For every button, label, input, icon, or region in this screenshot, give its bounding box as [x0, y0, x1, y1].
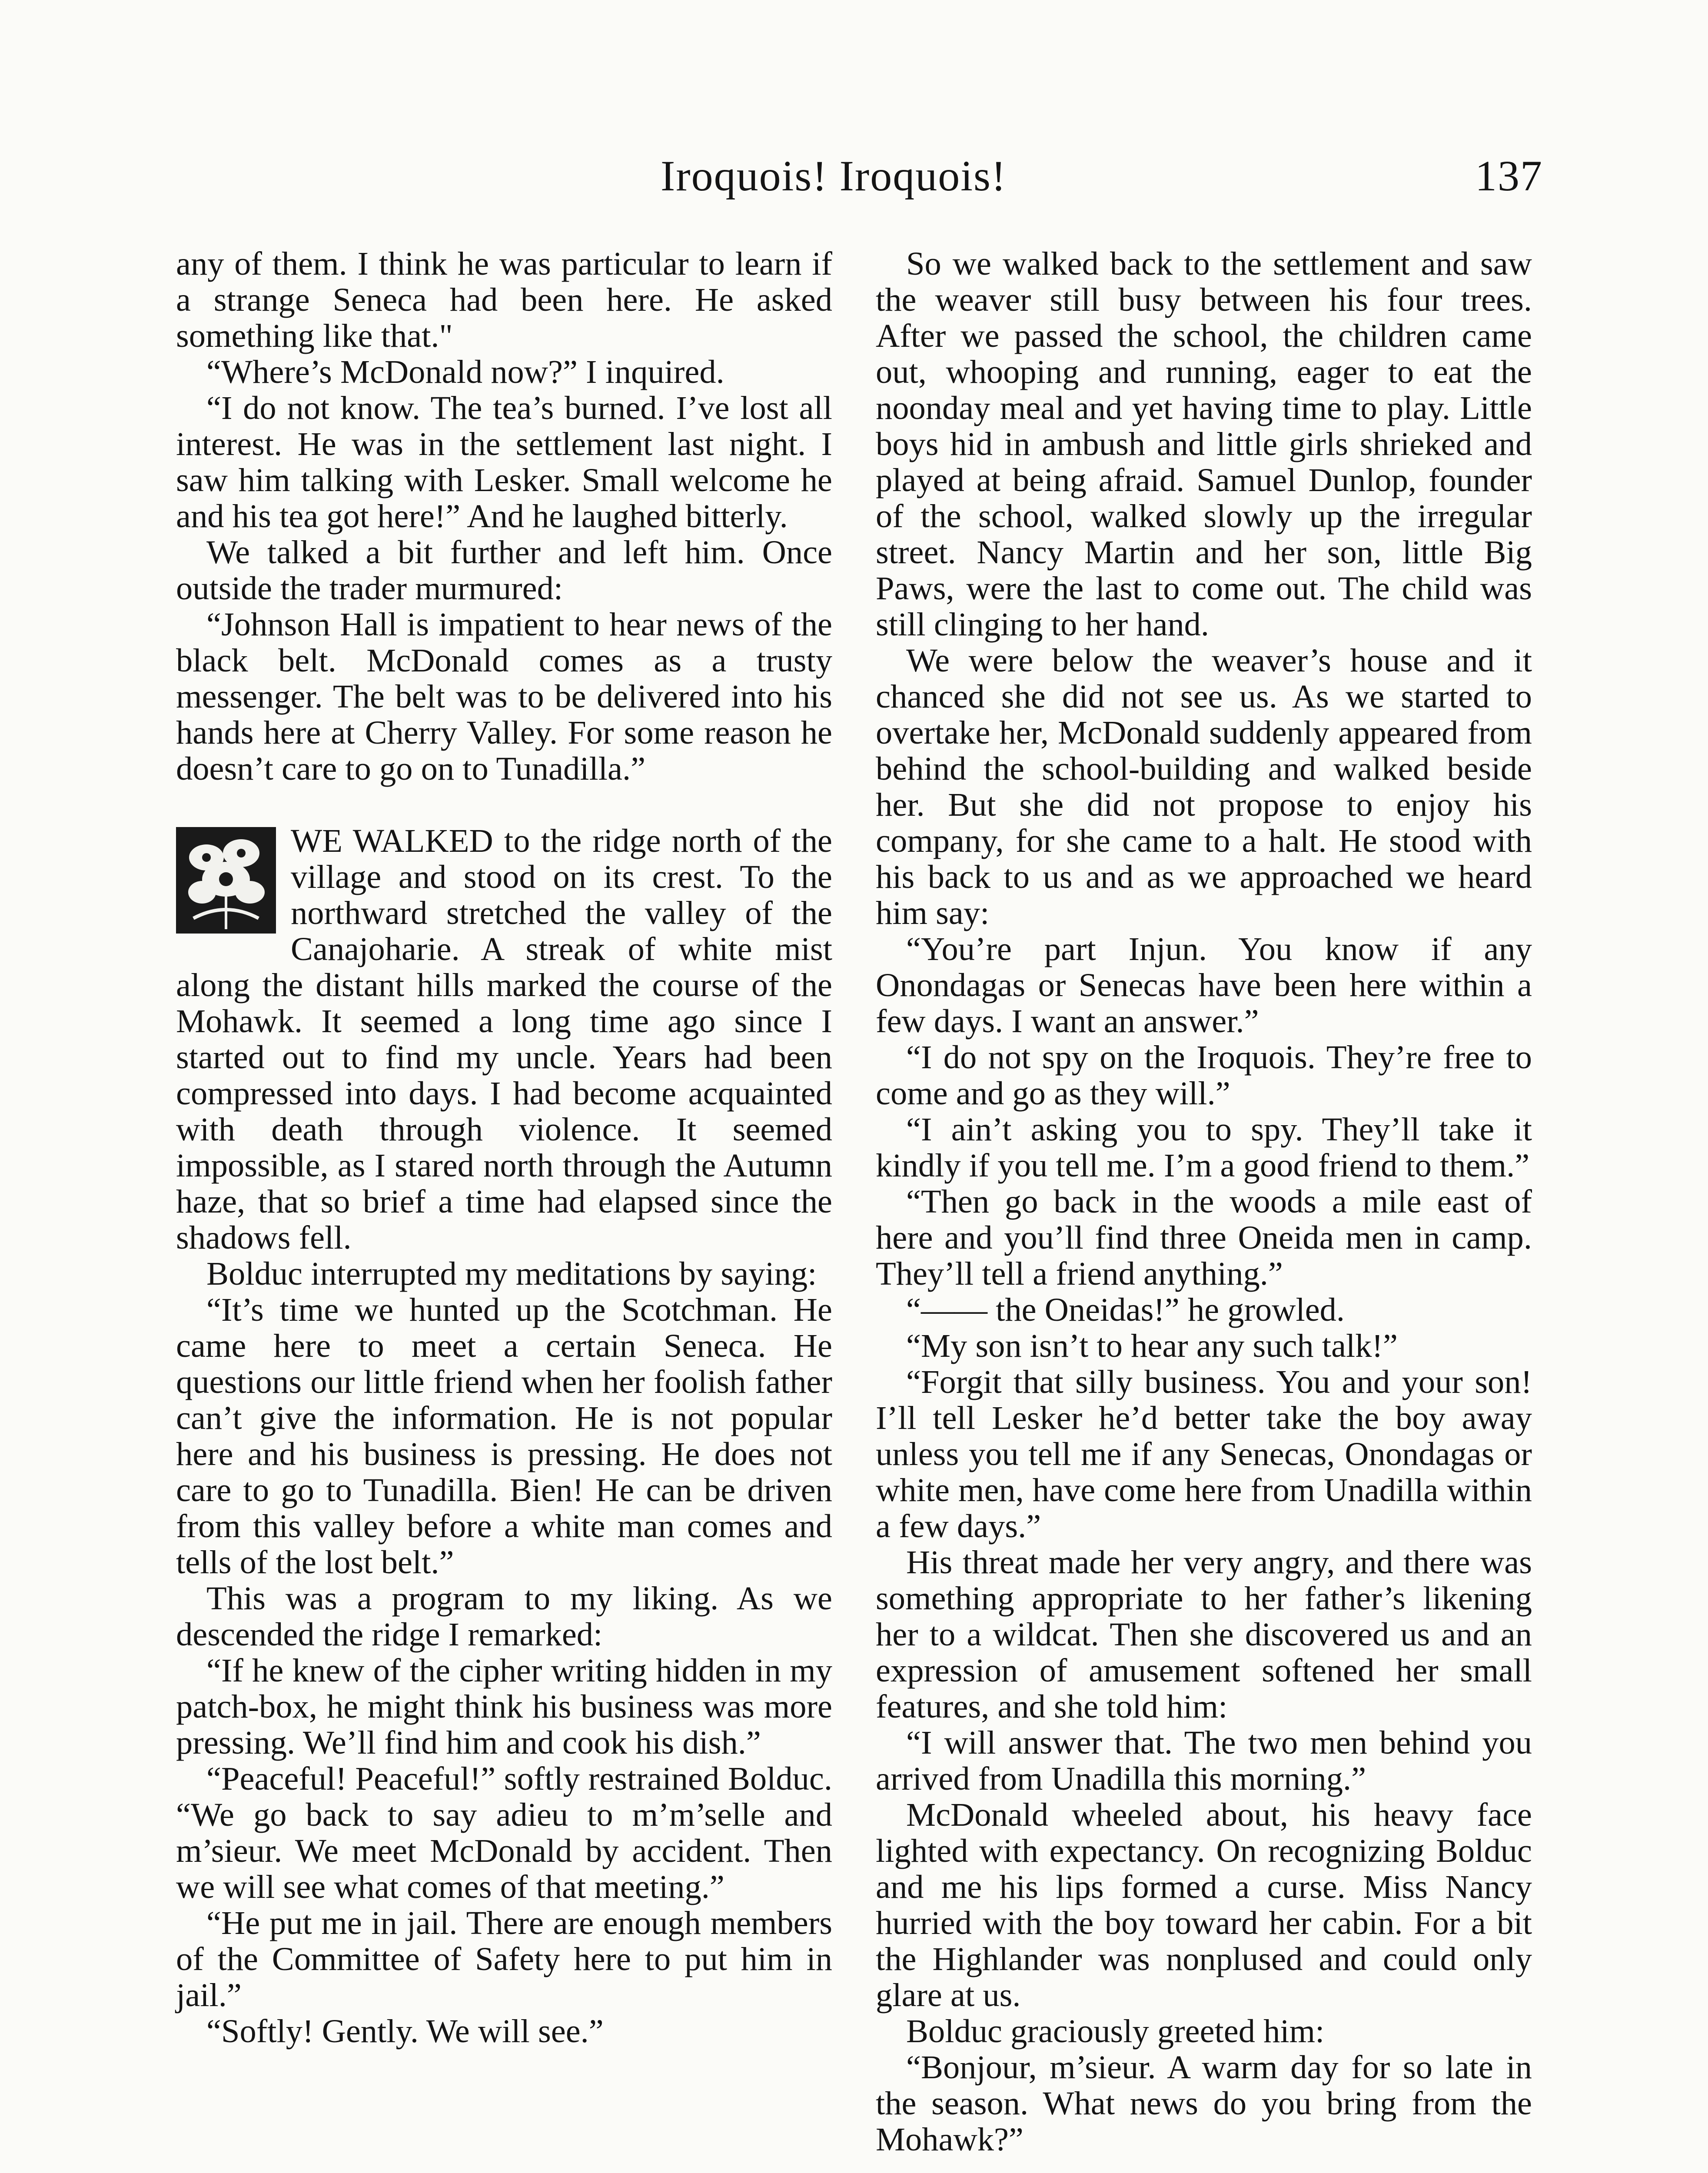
paragraph: “He put me in jail. There are enough members of the Committee of Safety here to put him in jail.” — [176, 1904, 832, 2014]
paragraph: McDonald wheeled about, his heavy face lighted with expectancy. On recognizing Bolduc and me his lips formed a curse. Miss Nancy hurried with the boy toward her cabin. For a bit the Highlander was nonplused and could only glare at us. — [876, 1796, 1532, 2014]
paragraph: “Johnson Hall is impatient to hear news of the black belt. McDonald comes as a trusty messenger. The belt was to be delivered into his hands here at Cherry Valley. For some reason he doesn’t care to go on to Tunadilla.” — [176, 606, 832, 787]
paragraph: So we walked back to the settlement and saw the weaver still busy between his four trees. After we passed the school, the children came out, whooping and running, eager to eat the noonday meal and yet having time to play. Little boys hid in ambush and little girls shrieked and played at being afraid. Samuel Dunlop, founder of the school, walked slowly up the irregular street. Nancy Martin and her son, little Big Paws, were the last to come out. The child was still clinging to her hand. — [876, 245, 1532, 643]
paragraph: “You’re part Injun. You know if any Onondagas or Senecas have been here within a few days. I want an answer.” — [876, 930, 1532, 1040]
paragraph: We talked a bit further and left him. Once outside the trader murmured: — [176, 534, 832, 607]
left-column — [176, 246, 832, 2049]
right-column — [876, 246, 1532, 2157]
paragraph: “Then go back in the woods a mile east of here and you’ll find three Oneida men in camp. They’ll tell a friend anything.” — [876, 1183, 1532, 1292]
paragraph: Bolduc graciously greeted him: — [906, 2013, 1325, 2050]
section-opening — [176, 823, 832, 1256]
paragraph: “Where’s McDonald now?” I inquired. — [206, 353, 724, 390]
paragraph: “It’s time we hunted up the Scotchman. He came here to meet a certain Seneca. He questions our little friend when her foolish father can’t give the information. He is not popular here and his business is pressing. He does not care to go to Tunadilla. Bien! He can be driven from this valley before a white man comes and tells of the lost belt.” — [176, 1291, 832, 1581]
paragraph: “I do not know. The tea’s burned. I’ve lost all interest. He was in the settlement last night. I saw him talking with Lesker. Small welcome he and his tea got here!” And he laughed bitterly. — [176, 389, 832, 535]
paragraph: “I will answer that. The two men behind you arrived from Unadilla this morning.” — [876, 1724, 1532, 1797]
paragraph: “Peaceful! Peaceful!” softly restrained Bolduc. “We go back to say adieu to m’m’selle and m’sieur. We meet McDonald by accident. Then we will see what comes of that meeting.” — [176, 1760, 832, 1905]
paragraph: “Bonjour, m’sieur. A warm day for so late in the season. What news do you bring from the Mohawk?” — [876, 2049, 1532, 2158]
paragraph: We were below the weaver’s house and it chanced she did not see us. As we started to overtake her, McDonald suddenly appeared from behind the school-building and walked beside her. But she did not propose to enjoy his company, for she came to a halt. He stood with his back to us and as we approached we heard him say: — [876, 642, 1532, 931]
paragraph: His threat made her very angry, and there was something appropriate to her father’s likening her to a wildcat. Then she discovered us and an expression of amusement softened her small features, and she told him: — [876, 1544, 1532, 1725]
paragraph: “My son isn’t to hear any such talk!” — [906, 1327, 1398, 1364]
paragraph: Bolduc interrupted my meditations by saying: — [206, 1255, 817, 1292]
section-opening-text: WE WALKED to the ridge north of the village and stood on its crest. To the northward stretched the valley of the Canajoharie. A streak of white mist along the distant hills marked the course of the Mohawk. It seemed a long time ago since I started out to find my uncle. Years had been compressed into days. I had become acquainted with death through violence. It seemed impossible, as I stared north through the Autumn haze, that so brief a time had elapsed since the shadows fell. — [176, 822, 832, 1256]
running-title: Iroquois! Iroquois! — [661, 152, 1007, 200]
paragraph: “If he knew of the cipher writing hidden in my patch-box, he might think his business was more pressing. We’ll find him and cook his dish.” — [176, 1652, 832, 1761]
paragraph: any of them. I think he was particular to learn if a strange Seneca had been here. He asked something like that." — [176, 245, 832, 354]
running-header — [661, 143, 1543, 209]
paragraph: “—— the Oneidas!” he growled. — [906, 1291, 1345, 1328]
paragraph: “Softly! Gently. We will see.” — [206, 2013, 604, 2050]
paragraph: “I do not spy on the Iroquois. They’re free to come and go as they will.” — [876, 1039, 1532, 1112]
paragraph: “Forgit that silly business. You and your son! I’ll tell Lesker he’d better take the boy away unless you tell me if any Senecas, Onondagas or white men, have come here from Unadilla within a few days.” — [876, 1363, 1532, 1545]
paragraph: This was a program to my liking. As we descended the ridge I remarked: — [176, 1580, 832, 1653]
page-number: 137 — [1475, 152, 1543, 200]
paragraph: “I ain’t asking you to spy. They’ll take it kindly if you tell me. I’m a good friend to them.” — [876, 1111, 1532, 1184]
decorative-ornament-icon — [176, 827, 276, 934]
